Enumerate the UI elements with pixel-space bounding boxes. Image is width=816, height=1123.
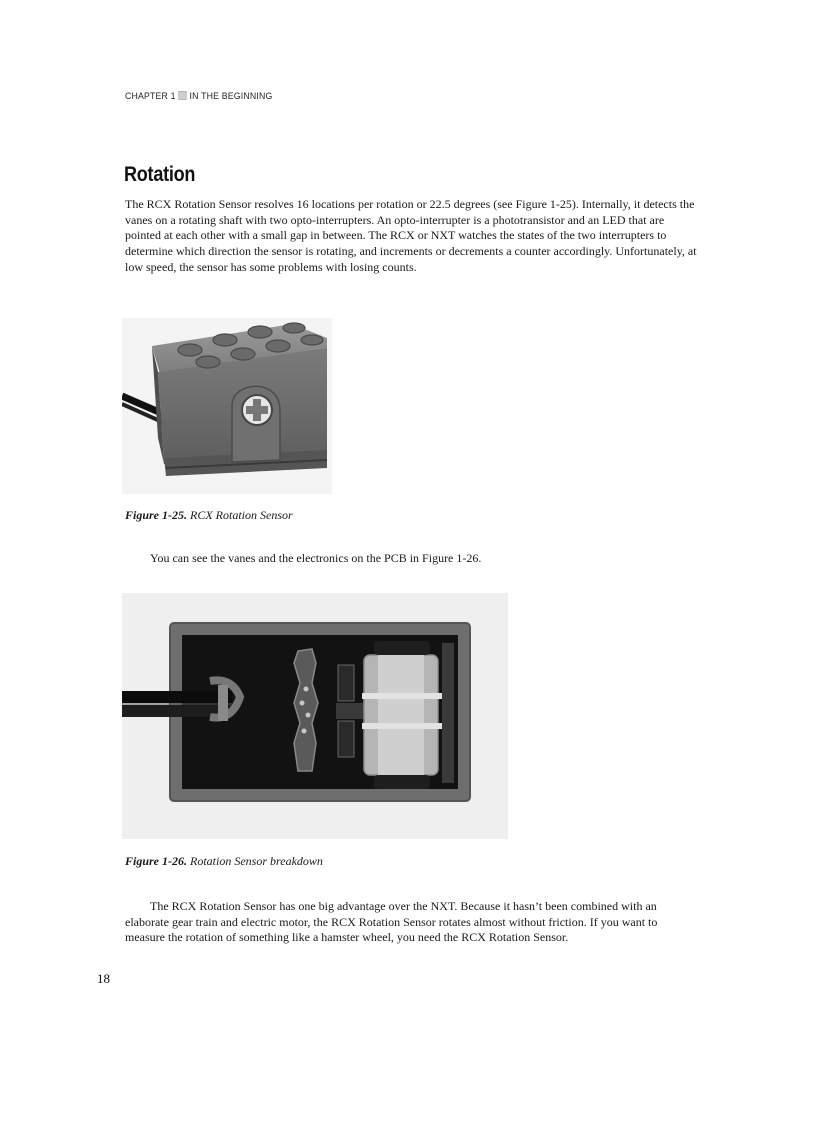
body-paragraph-1: The RCX Rotation Sensor resolves 16 locations per rotation or 22.5 degrees (see Figure 1-25). Internally, it detects the vanes on a rotating shaft with two opto-interrupters. An opto-interrupter is a phototransistor and an LED that are pointed at each other with a small gap in between. The RCX or NXT watches the states of the two interrupters to determine which direction the sensor is rotating, and increments or decrements a counter accordingly. Unfortunately, at low speed, the sensor has some problems with losing counts. xyxy=(125,197,697,274)
body-paragraph-2: You can see the vanes and the electronics on the PCB in Figure 1-26. xyxy=(150,551,482,565)
section-title: Rotation xyxy=(124,163,196,186)
figure-caption-text-1: RCX Rotation Sensor xyxy=(190,508,293,522)
running-head xyxy=(125,91,272,102)
page-number: 18 xyxy=(97,971,110,986)
body-paragraph-3: The RCX Rotation Sensor has one big advantage over the NXT. Because it hasn’t been combined with an elaborate gear train and electric motor, the RCX Rotation Sensor rotates almost without friction. If you want to measure the rotation of something like a hamster wheel, you need the RCX Rotation Sensor. xyxy=(125,899,658,945)
figure-rcx-rotation-sensor-photo xyxy=(122,318,332,494)
figure-caption-1 xyxy=(125,508,293,523)
figure-caption-2 xyxy=(125,854,323,869)
running-head-separator-icon xyxy=(178,91,186,100)
figure-label-2: Figure 1-26. xyxy=(125,854,188,868)
figure-label-1: Figure 1-25. xyxy=(125,508,188,522)
figure-caption-text-2: Rotation Sensor breakdown xyxy=(190,854,323,868)
figure-rotation-sensor-breakdown-photo xyxy=(122,593,508,839)
running-head-chapter: CHAPTER 1 xyxy=(125,91,176,102)
running-head-title: IN THE BEGINNING xyxy=(189,91,273,102)
